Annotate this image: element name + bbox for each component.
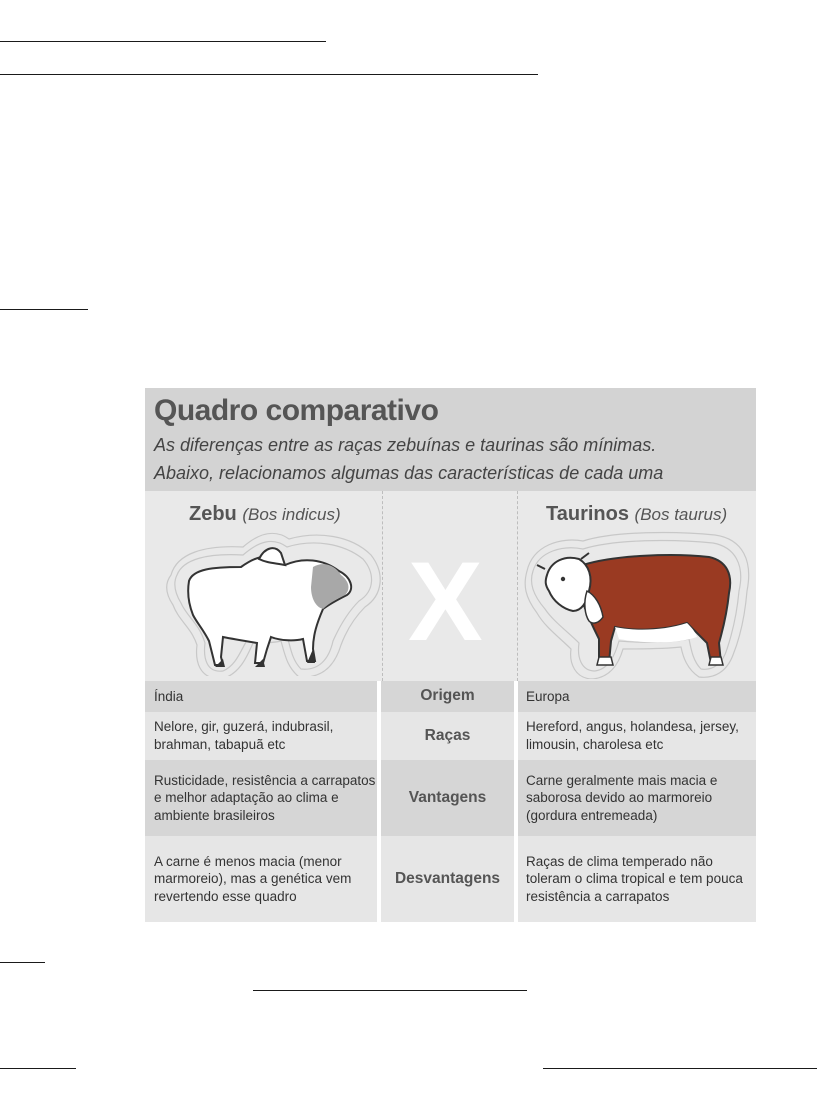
infographic-header (145, 388, 756, 491)
blank-line-5 (253, 990, 527, 991)
versus-x: X (408, 539, 483, 664)
taurinos-scientific-name: (Bos taurus) (634, 505, 728, 524)
infographic-subtitle-line-2: Abaixo, relacionamos algumas das características de cada uma (154, 463, 664, 483)
blank-line-2 (0, 74, 538, 75)
label-desvantagens: Desvantagens (394, 869, 501, 887)
blank-line-1 (0, 41, 326, 42)
row-origem (145, 681, 756, 712)
row-racas (145, 712, 756, 760)
blank-line-3 (0, 309, 88, 310)
blank-line-4 (0, 962, 45, 963)
infographic-subtitle-line-1: As diferenças entre as raças zebuínas e taurinas são mínimas. (154, 435, 657, 455)
cell-zebu-racas: Nelore, gir, guzerá, indubrasil, brahman, tabapuã etc (154, 719, 334, 752)
taurinos-name: Taurinos (546, 503, 629, 525)
cell-taurinos-vantagens: Carne geralmente mais macia e saborosa devido ao marmoreio (gordura entremeada) (526, 772, 718, 823)
row-desvantagens (145, 836, 756, 922)
comparison-infographic (145, 388, 756, 922)
blank-line-7 (543, 1068, 817, 1069)
zebu-cow-illustration (163, 531, 385, 676)
cell-taurinos-origem: Europa (526, 688, 570, 704)
label-vantagens: Vantagens (408, 788, 487, 806)
blank-line-6 (0, 1068, 76, 1069)
cell-zebu-origem: Índia (154, 688, 184, 704)
cell-zebu-vantagens: Rusticidade, resistência a carrapatos e melhor adaptação ao clima e ambiente brasileiros (154, 772, 376, 823)
infographic-title: Quadro comparativo (154, 394, 439, 427)
taurinos-heading (546, 503, 727, 526)
cell-taurinos-racas: Hereford, angus, holandesa, jersey, limousin, charolesa etc (526, 719, 739, 752)
dashed-divider-right (517, 491, 518, 681)
animals-panel (145, 491, 756, 681)
taurino-cow-illustration (523, 531, 753, 679)
label-racas: Raças (424, 726, 471, 744)
cell-zebu-desvantagens: A carne é menos macia (menor marmoreio), mas a genética vem revertendo esse quadro (154, 853, 352, 904)
zebu-name: Zebu (189, 503, 237, 525)
label-origem: Origem (420, 687, 475, 705)
zebu-heading (189, 503, 341, 526)
zebu-scientific-name: (Bos indicus) (242, 505, 341, 524)
row-vantagens (145, 760, 756, 836)
cell-taurinos-desvantagens: Raças de clima temperado não toleram o clima tropical e tem pouca resistência a carrapatos (526, 853, 743, 904)
